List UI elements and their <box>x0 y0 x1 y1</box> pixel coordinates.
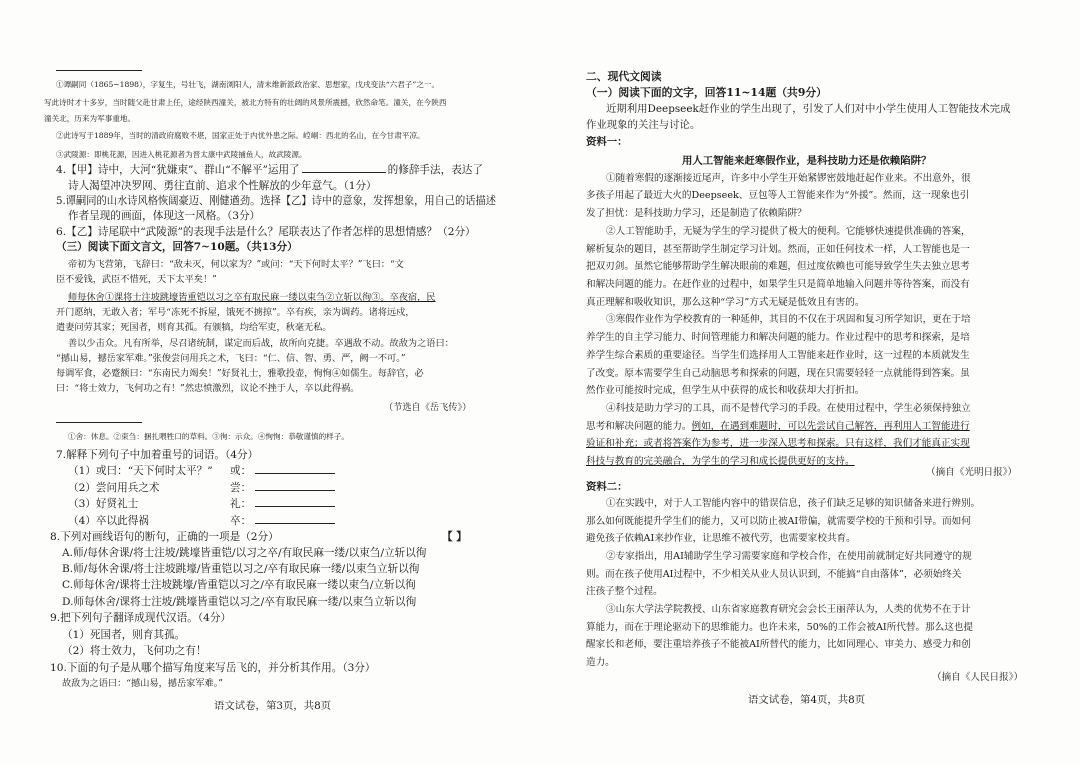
q9-item: （2）将士效力，飞何功之有！ <box>62 645 207 657</box>
classical-line: 遣妻问劳其家；死国者，则育其孤。有颁犒，均给军吏，秋毫无私。 <box>56 322 332 333</box>
page-footer: 语文试卷，第4页，共8页 <box>748 694 866 706</box>
paragraph-line: 那么如何既能提升学生们的能力，又可以防止被AI带偏，就需要学校的干预和引导。而如何 <box>586 516 971 527</box>
answer-blank[interactable] <box>255 481 335 491</box>
paragraph-line: ①随着寒假的逐渐接近尾声，许多中小学生开始紧锣密鼓地赶起作业来。不出意外，很 <box>606 173 971 184</box>
q7-item: （3）好贤礼士 <box>68 498 139 510</box>
paragraph-line: ③山东大学法学院教授、山东省家庭教育研究会会长王丽萍认为，人类的优势不在于计 <box>606 604 971 615</box>
question-7: 7.解释下列句子中加着重号的词语。（4分） <box>56 449 259 461</box>
classical-footnote: ①舍：休息。②束刍：捆扎喂牲口的草料。③徇：示众。④恂恂：恭敬谨慎的样子。 <box>68 432 349 441</box>
page-footer: 语文试卷，第3页，共8页 <box>214 700 332 712</box>
question-8: 8.下列对画线语句的断句，正确的一项是（2分） <box>50 531 279 543</box>
paragraph-line: 发了担忧：是科技助力学习，还是制造了依赖陷阱？ <box>586 208 807 219</box>
paragraph-line: 然作业可能按时完成，但学生从中获得的成长和收获却大打折扣。 <box>586 385 865 396</box>
footnote-line: ①谭嗣同（1865~1898），字复生，号壮飞，湖南浏阳人，清末维新派政治家、思想家，戊戌变法“六君子”之一。 <box>56 80 440 89</box>
paragraph-line: 算能力，而在于理论驱动下的思维能力。也许未来，50%的工作会被AI所代替。那么这也提 <box>586 622 974 633</box>
classical-line-underlined: 师每休舍①课将士注坡跳壕皆重铠以习之卒有取民麻一缕以束刍②立斩以徇③。卒夜宿，民 <box>68 292 436 303</box>
q8-option-a[interactable]: A.师/每休舍课/将士注坡/跳壕皆重铠/以习之卒/有取民麻一缕/以束刍/立斩以徇 <box>62 547 427 559</box>
section-title: 二、现代文阅读 <box>586 70 662 83</box>
question-9: 9.把下列句子翻译成现代汉语。（4分） <box>50 612 232 624</box>
footnote-line: 写此诗时才十多岁，当时随父赴甘肃上任，途经陕西潼关，被北方特有的壮阔的风景所震撼，欣然命笔。潼关，在今陕西 <box>44 98 447 107</box>
section-3-heading: （三）阅读下面文言文，回答7~10题。（共13分） <box>56 241 298 253</box>
classical-line: 善以少击众。凡有所举，尽召诸统制，谋定而后战，故所向克捷。卒遇敌不动。故敌为之语曰： <box>68 338 454 349</box>
source-2: （摘自《人民日报》） <box>932 672 1024 683</box>
q7-answer: 卒： <box>230 514 335 528</box>
paragraph-line: ①在实践中，对于人工智能内容中的错误信息，孩子们缺乏足够的知识储备来进行辨别。 <box>606 498 981 509</box>
classical-source: （节选自《岳飞传》） <box>384 402 472 413</box>
classical-line: 曰：“将士效力，飞何功之有！”然忠愤激烈，议论不挫于人，卒以此得祸。 <box>56 383 360 394</box>
classical-line: 每调军食，必蹙额曰：“东南民力竭矣！”好贤礼士，雅歌投壶，恂恂④如儒生。每辞官，必 <box>56 368 424 379</box>
classical-line: 臣不爱钱，武臣不惜死，天下太平矣！” <box>56 274 217 285</box>
answer-blank[interactable] <box>255 514 335 524</box>
paragraph-line: 多孩子用起了最近大火的Deepseek、豆包等人工智能来作为“外援”。然而，这一现象也引 <box>586 190 970 201</box>
paragraph-line: 注孩子整个过程。 <box>586 586 663 597</box>
paragraph-line: 醒家长和老师，要注重培养孩子不能被AI所替代的能力，比如同理心、审美力、感受力和创 <box>586 639 971 650</box>
q7-answer: 尝： <box>230 481 335 495</box>
source-1: （摘自《光明日报》） <box>926 467 1018 478</box>
paragraph-line: 避免孩子依赖AI来抄作业，让思维不被代劳，也需要家校共育。 <box>586 533 856 544</box>
answer-blank[interactable] <box>255 464 335 474</box>
paragraph-line: ②专家指出，用AI辅助学生学习需要家庭和学校合作，在使用前就制定好共同遵守的规 <box>606 551 972 562</box>
footnote-rule <box>56 422 142 423</box>
q8-option-c[interactable]: C.师每休舍/课将士注坡跳壕/皆重铠以习之/卒有取民麻一缕以束刍/立斩以徇 <box>62 579 416 591</box>
paragraph-line: ④科技是助力学习的工具，而不是替代学习的手段。在使用过程中，学生必须保持独立 <box>606 403 971 414</box>
footnote-rule <box>56 70 142 71</box>
underlined-line: 科技与教育的完美融合，为学生的学习和成长提供更好的支持。 <box>586 456 855 467</box>
underlined-line: 验证和补充；或者将答案作为参考，进一步深入思考和探索。只有这样，我们才能真正实现 <box>586 438 970 449</box>
classical-line: 帝初为飞营第，飞辞曰：“敌未灭，何以家为？”或问：“天下何时太平？”飞曰：“文 <box>68 259 404 270</box>
paragraph-line: 和解决问题的能力。在赶作业的过程中，如果学生只是简单地输入问题并等待答案，而没有 <box>586 279 970 290</box>
paragraph-line: ③寒假作业作为学校教育的一种延伸，其目的不仅在于巩固和复习所学知识，更在于培 <box>606 314 971 325</box>
paragraph-line: 解析复杂的题目，甚至帮助学生制定学习计划。然而，正如任何技术一样，人工智能也是一 <box>586 244 970 255</box>
material-1-label: 资料一： <box>586 136 628 148</box>
sub-heading: （一）阅读下面的文字，回答11~14题（共9分） <box>586 86 827 99</box>
q8-option-b[interactable]: B.师/每休舍课/将士注坡跳壕/皆重铠以习之/卒有取民麻一缕/以束刍立斩以徇 <box>62 563 420 575</box>
q8-option-d[interactable]: D.师每休舍/课将士注坡/跳壕皆重铠以习之/卒有取民麻一缕/以束刍立斩以徇 <box>62 596 417 608</box>
intro-line: 作业现象的关注与讨论。 <box>586 119 701 131</box>
paragraph-line: 了改变。原本需要学生自己动脑思考和探索的问题，现在只需要轻轻一点就能得到答案。虽 <box>586 368 970 379</box>
answer-blank[interactable] <box>302 163 386 173</box>
footnote-line: ③武陵源：即桃花源，因进入桃花源者为晋太康中武陵捕鱼人，故武陵源。 <box>56 150 307 159</box>
intro-line: 近期利用Deepseek赶作业的学生出现了，引发了人们对中小学生使用人工智能技术完成 <box>606 103 1011 115</box>
paragraph-line: 真正理解和吸收知识，那么这种“学习”方式无疑是低效且有害的。 <box>586 297 865 308</box>
question-10: 10.下面的句子是从哪个描写角度来写岳飞的，并分析其作用。（3分） <box>50 662 376 674</box>
underlined-text: 例如，在遇到难题时，可以先尝试自己解答，再利用人工智能进行 <box>691 421 970 432</box>
question-6: 6.【乙】诗尾联中“武陵源”的表现手法是什么？尾联表达了作者怎样的思想情感？（2分） <box>56 226 476 238</box>
left-page <box>44 0 496 764</box>
q7-item: （4）卒以此得祸 <box>68 515 149 527</box>
paragraph-line: 造力。 <box>586 657 615 668</box>
answer-blank[interactable] <box>255 497 335 507</box>
material-2-label: 资料二： <box>586 481 628 493</box>
question-5-cont: 作者呈现的画面，体现这一风格。（3分） <box>68 210 261 222</box>
paragraph-line: 把双刃剑。虽然它能够帮助学生解决眼前的难题，但过度依赖也可能导致学生失去独立思考 <box>586 261 970 272</box>
q7-answer: 或： <box>230 464 335 478</box>
q7-item: （1）或曰：“天下何时太平？” <box>68 465 213 477</box>
q10-quote: 故敌为之语曰：“撼山易，撼岳家军难。” <box>62 678 223 689</box>
footnote-line: ②此诗写于1889年，当时的清政府腐败不堪，国家正处于内忧外患之际。崆峒：西北的名山，在今甘肃平凉。 <box>56 131 425 140</box>
right-page <box>586 0 1042 764</box>
question-5: 5.谭嗣同的山水诗风格恢阔豪迈、刚健遒劲。选择【乙】诗中的意象，发挥想象，用自己的话描述 <box>56 195 497 207</box>
article-title: 用人工智能来赶寒假作业，是科技助力还是依赖陷阱？ <box>682 155 932 167</box>
q7-item: （2）尝问用兵之术 <box>68 482 160 494</box>
q9-item: （1）死国者，则育其孤。 <box>62 629 186 641</box>
paragraph-line: 养学生的自主学习能力、时间管理能力和解决问题的能力。作业过程中的思考和探索，是培 <box>586 332 970 343</box>
footnote-line: 潼关北，历来为军事重地。 <box>44 114 136 123</box>
paragraph-line: 则。而在孩子使用AI过程中，不少相关从业人员认识到，不能搞“自由落体”，必须始终关 <box>586 569 962 580</box>
classical-line: 开门愿纳，无敢入者；军号“冻死不拆屋，饿死不掳掠”。卒有疾，亲为调药。诸将远戍， <box>56 307 415 318</box>
paragraph-line: ②人工智能助手，无疑为学生的学习提供了极大的便利。它能够快速提供准确的答案， <box>606 226 971 237</box>
question-4: 4.【甲】诗中，大河“犹嫌束”、群山“不解平”运用了 的修辞手法，表达了 <box>56 164 483 176</box>
question-4-cont: 诗人渴望冲决罗网、勇往直前、追求个性解放的少年意气。（1分） <box>68 180 377 192</box>
classical-line: “撼山易，撼岳家军难。”张俊尝问用兵之术，飞曰：“仁、信、智、勇、严，阙一不可。” <box>56 353 406 364</box>
paragraph-line: 养学生综合素质的重要途径。当学生们选择用人工智能来赶作业时，这一过程的本质就发生 <box>586 350 970 361</box>
paragraph-line: 思考和解决问题的能力。例如，在遇到难题时，可以先尝试自己解答，再利用人工智能进行 <box>586 421 970 432</box>
q7-answer: 礼： <box>230 497 335 511</box>
answer-bracket[interactable]: 【 】 <box>442 531 467 543</box>
